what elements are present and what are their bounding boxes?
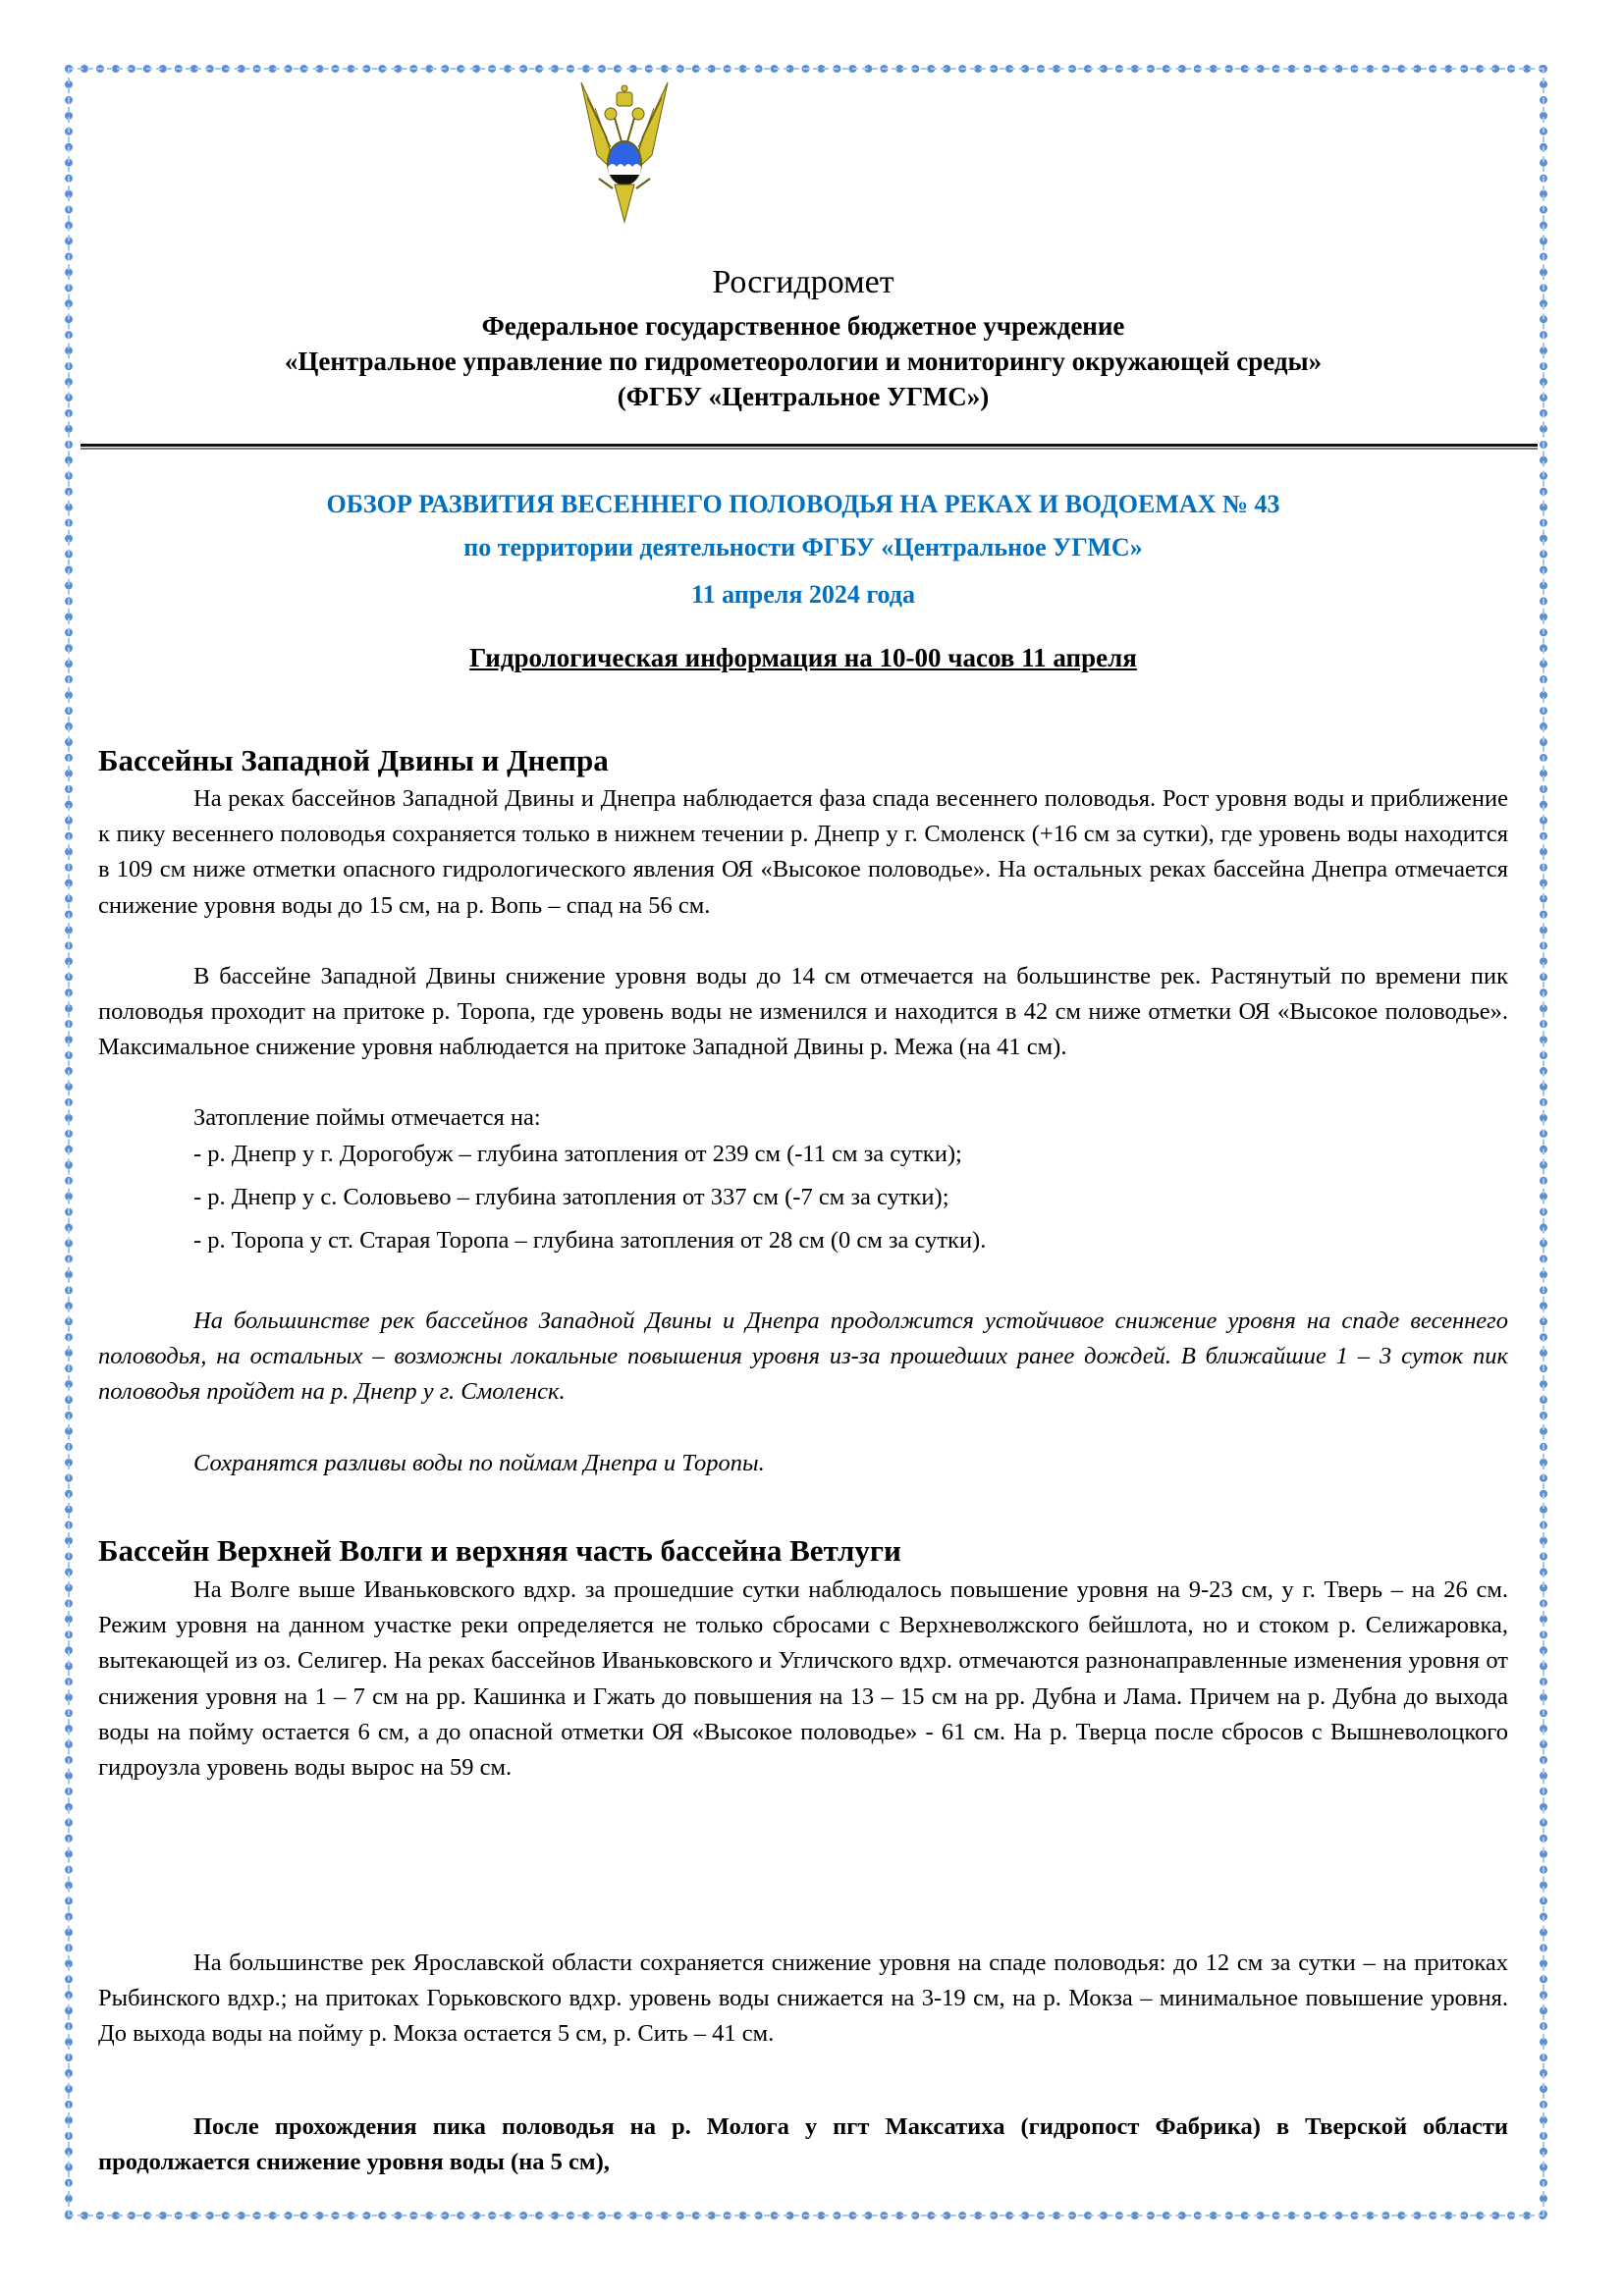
report-title: ОБЗОР РАЗВИТИЯ ВЕСЕННЕГО ПОЛОВОДЬЯ НА РЕКАХ И ВОДОЕМАХ № 43 — [326, 490, 1280, 518]
flood-list-item: - р. Днепр у г. Дорогобуж – глубина затопления от 239 см (-11 см за сутки); — [193, 1141, 962, 1167]
forecast-paragraph: На большинстве рек бассейнов Западной Двины и Днепра продолжится устойчивое снижение уровня на спаде весеннего половодья, на остальных – возможны локальные повышения уровня из-за прошедших ранее дождей. В ближайшие 1 – 3 суток пик половодья пройдет на р. Днепр у г. Смоленск. — [98, 1308, 1508, 1406]
flood-list-intro: Затопление поймы отмечается на: — [193, 1104, 541, 1131]
forecast-paragraph: Сохранятся разливы воды по поймам Днепра и Торопы. — [193, 1450, 765, 1476]
org-type: Федеральное государственное бюджетное учреждение — [481, 311, 1125, 341]
header-divider — [81, 444, 1538, 450]
org-short-name: (ФГБУ «Центральное УГМС») — [617, 382, 990, 411]
section-paragraph: На реках бассейнов Западной Двины и Днепра наблюдается фаза спада весеннего половодья. Рост уровня воды и приближение к пику весеннего половодья сохраняется только в нижнем течении р. Днепр у г. Смоленск (+16 см за сутки), где уровень воды находится в 109 см ниже отметки опасного гидрологического явления ОЯ «Высокое половодье». На остальных реках бассейна Днепра отмечается снижение уровня воды до 15 см, на р. Вопь – спад на 56 см. — [98, 785, 1508, 919]
section-heading-upper-volga: Бассейн Верхней Волги и верхняя часть бассейна Ветлуги — [98, 1533, 901, 1568]
org-full-name: «Центральное управление по гидрометеорологии и мониторингу окружающей среды» — [284, 347, 1323, 376]
highlight-paragraph: После прохождения пика половодья на р. Молога у пгт Максатиха (гидропост Фабрика) в Тверской области продолжается снижение уровня воды (на 5 см), — [98, 2113, 1508, 2176]
section-paragraph: В бассейне Западной Двины снижение уровня воды до 14 см отмечается на большинстве рек. Растянутый по времени пик половодья проходит на притоке р. Торопа, где уровень воды не изменился и находится в 42 см ниже отметки ОЯ «Высокое половодье». Максимальное снижение уровня наблюдается на притоке Западной Двины р. Межа (на 41 см). — [98, 963, 1508, 1061]
section-heading-dvina-dnieper: Бассейны Западной Двины и Днепра — [98, 743, 609, 777]
section-paragraph: На Волге выше Иваньковского вдхр. за прошедшие сутки наблюдалось повышение уровня на 9-23 см, у г. Тверь – на 26 см. Режим уровня на данном участке реки определяется не только сбросами с Верхневолжского бейшлота, но и стоком р. Селижаровка, вытекающей из оз. Селигер. На реках бассейнов Иваньковского и Угличского вдхр. отмечаются разнонаправленные изменения уровня от снижения уровня на 1 – 7 см на рр. Кашинка и Гжать до повышения на 13 – 15 см на рр. Дубна и Лама. Причем на р. Дубна до выхода воды на пойму остается 6 см, а до опасной отметки ОЯ «Высокое половодье» - 61 см. На р. Тверца после сбросов с Вышневолоцкого гидроузла уровень воды вырос на 59 см. — [98, 1576, 1508, 1782]
flood-list-item: - р. Днепр у с. Соловьево – глубина затопления от 337 см (-7 см за сутки); — [193, 1184, 949, 1210]
agency-name: Росгидромет — [712, 264, 894, 300]
eagle-emblem-icon — [577, 79, 672, 226]
flood-list — [193, 1133, 986, 1262]
flood-list-item: - р. Торопа у ст. Старая Торопа – глубина затопления от 28 см (0 см за сутки). — [193, 1227, 987, 1254]
report-territory: по территории деятельности ФГБУ «Центральное УГМС» — [463, 533, 1143, 561]
hydrological-info-subheading: Гидрологическая информация на 10-00 часов 11 апреля — [469, 643, 1137, 672]
section-paragraph: На большинстве рек Ярославской области сохраняется снижение уровня на спаде половодья: до 12 см за сутки – на притоках Рыбинского вдхр.; на притоках Горьковского вдхр. уровень воды снижается на 3-19 см, на р. Мокза – минимальное повышение уровня. До выхода воды на пойму р. Мокза остается 5 см, р. Сить – 41 см. — [98, 1949, 1508, 2048]
report-date: 11 апреля 2024 года — [691, 580, 915, 609]
